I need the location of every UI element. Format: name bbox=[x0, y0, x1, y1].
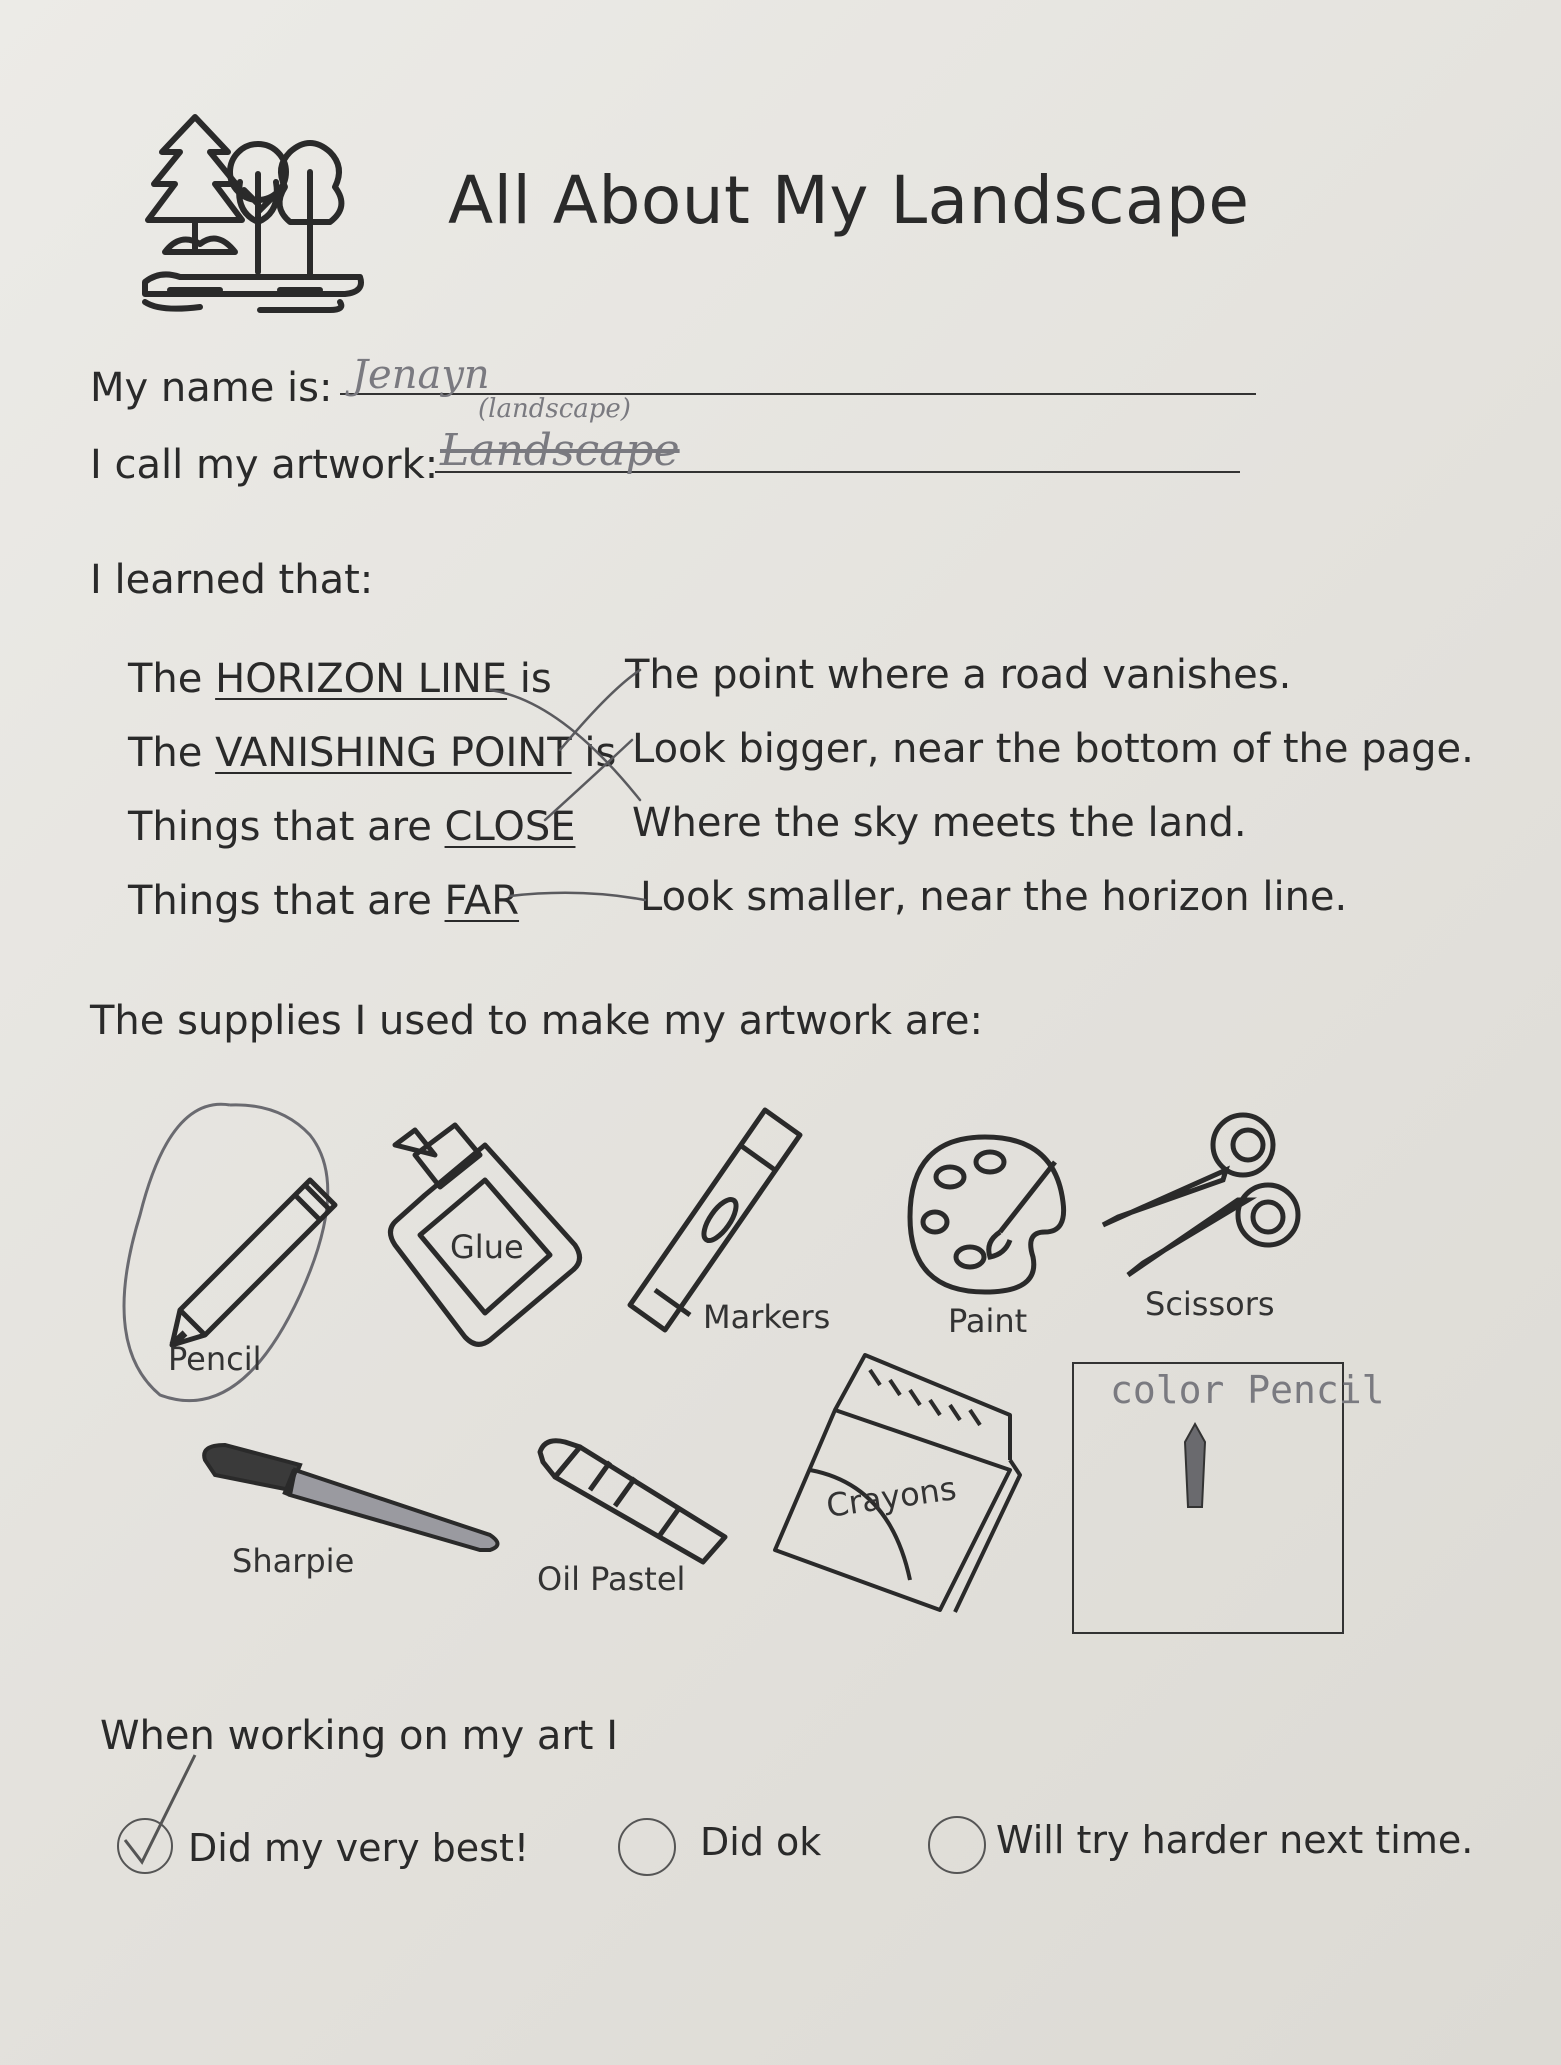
name-label: My name is: bbox=[90, 365, 333, 411]
colored-pencil-drawing-icon bbox=[1180, 1422, 1210, 1512]
custom-supply-handwritten: color Pencil bbox=[1110, 1368, 1385, 1412]
supplies-heading: The supplies I used to make my artwork are: bbox=[90, 998, 983, 1044]
supply-label-sharpie: Sharpie bbox=[232, 1542, 355, 1580]
radio-try-harder[interactable] bbox=[928, 1816, 986, 1874]
match-term-row: The HORIZON LINE is bbox=[128, 656, 552, 702]
artwork-note-handwritten: (landscape) bbox=[478, 394, 631, 424]
effort-heading: When working on my art I bbox=[100, 1713, 618, 1759]
term-close: CLOSE bbox=[444, 804, 576, 850]
supply-label-paint: Paint bbox=[948, 1302, 1028, 1340]
artwork-label: I call my artwork: bbox=[90, 442, 439, 488]
effort-option-label: Will try harder next time. bbox=[996, 1818, 1474, 1862]
artwork-title-handwritten[interactable]: Landscape bbox=[440, 425, 680, 476]
match-definition: Look bigger, near the bottom of the page. bbox=[632, 726, 1474, 772]
supply-label-glue: Glue bbox=[450, 1228, 524, 1266]
effort-option-label: Did my very best! bbox=[188, 1826, 530, 1870]
supply-label-pencil: Pencil bbox=[168, 1340, 262, 1378]
term-far: FAR bbox=[444, 878, 520, 924]
term-vanishing-point: VANISHING POINT bbox=[215, 730, 572, 776]
page-title: All About My Landscape bbox=[448, 162, 1250, 239]
match-definition: Where the sky meets the land. bbox=[632, 800, 1247, 846]
supply-label-scissors: Scissors bbox=[1145, 1285, 1275, 1323]
oil-pastel-icon[interactable] bbox=[535, 1432, 730, 1567]
radio-ok[interactable] bbox=[618, 1818, 676, 1876]
sharpie-icon[interactable] bbox=[200, 1440, 505, 1555]
paint-palette-icon[interactable] bbox=[905, 1132, 1070, 1297]
match-definition: The point where a road vanishes. bbox=[625, 652, 1292, 698]
learned-heading: I learned that: bbox=[90, 557, 374, 603]
supply-label-oil-pastel: Oil Pastel bbox=[537, 1560, 686, 1598]
match-term-row: Things that are CLOSE bbox=[128, 804, 576, 850]
supply-label-markers: Markers bbox=[703, 1298, 831, 1336]
match-term-row: The VANISHING POINT is bbox=[128, 730, 617, 776]
name-handwritten[interactable]: Jenayn bbox=[352, 352, 490, 398]
match-term-row: Things that are FAR bbox=[128, 878, 520, 924]
supply-label-crayons: Crayons bbox=[823, 1469, 959, 1525]
scissors-icon[interactable] bbox=[1098, 1105, 1303, 1285]
effort-option-label: Did ok bbox=[700, 1820, 822, 1864]
term-horizon-line: HORIZON LINE bbox=[215, 656, 508, 702]
match-definition: Look smaller, near the horizon line. bbox=[640, 874, 1348, 920]
